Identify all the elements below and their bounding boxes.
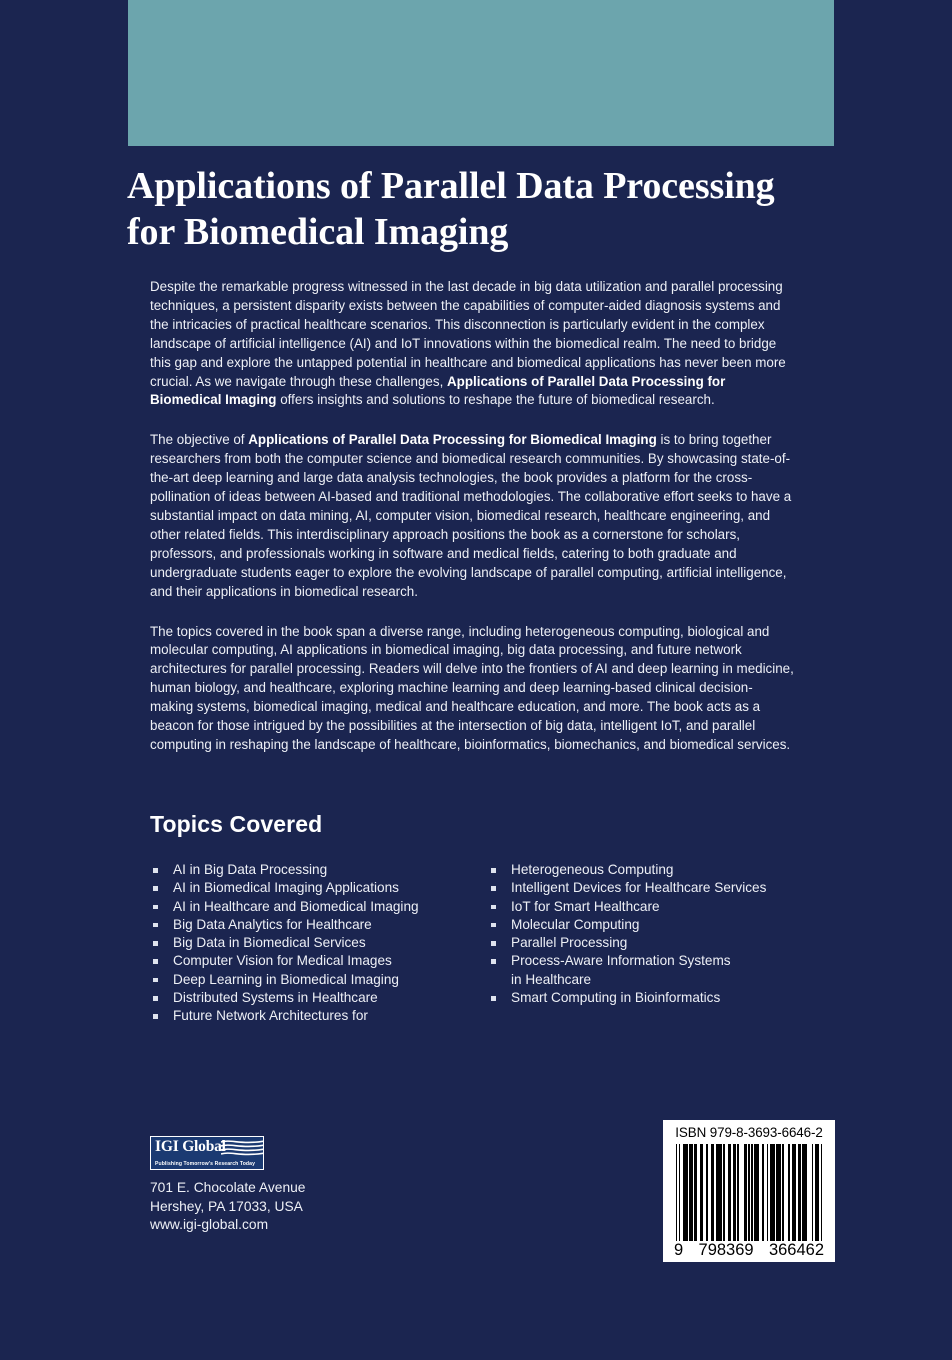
teal-accent-band bbox=[128, 0, 834, 146]
square-bullet-icon bbox=[491, 868, 496, 873]
topic-list-item bbox=[488, 934, 828, 952]
square-bullet-icon bbox=[153, 1014, 158, 1019]
publisher-website[interactable]: www.igi-global.com bbox=[150, 1217, 269, 1233]
square-bullet-icon bbox=[491, 905, 496, 910]
topic-list-item bbox=[150, 1007, 488, 1025]
topic-label: Parallel Processing bbox=[511, 935, 628, 951]
blurb-p2-text-a: The objective of bbox=[150, 432, 249, 448]
topic-label: AI in Big Data Processing bbox=[173, 862, 328, 877]
address-line-2: Hershey, PA 17033, USA bbox=[150, 1198, 303, 1214]
square-bullet-icon bbox=[491, 941, 496, 946]
topic-list-item bbox=[488, 898, 828, 916]
topic-list-item bbox=[150, 898, 488, 916]
square-bullet-icon bbox=[491, 886, 496, 891]
topics-covered-heading: Topics Covered bbox=[150, 811, 323, 837]
square-bullet-icon bbox=[491, 923, 496, 928]
publisher-address bbox=[150, 1179, 410, 1235]
topic-list-item bbox=[488, 861, 828, 879]
blurb-p1-book-title: Applications of Parallel Data Processing for Biomedical Imaging bbox=[150, 373, 726, 408]
barcode-right-group: 366462 bbox=[768, 1241, 824, 1259]
topic-list-item bbox=[488, 916, 828, 934]
square-bullet-icon bbox=[153, 978, 158, 983]
logo-tagline: Publishing Tomorrow's Research Today bbox=[155, 1160, 256, 1167]
blurb-p1-text-a: Despite the remarkable progress witnessed in the last decade in big data utilization and parallel processing techniques, a persistent disparity exists between the capabilities of computer-aided diagnosis systems and the intricacies of practical healthcare scenarios. This disconnection is particularly evident in the complex landscape of artificial intelligence (AI) and IoT innovations within the biomedical realm. The need to bridge this gap and explore the untapped potential in healthcare and biomedical applications has never been more crucial. As we navigate through these challenges, bbox=[150, 279, 786, 389]
barcode-graphic bbox=[670, 1144, 828, 1241]
square-bullet-icon bbox=[491, 959, 496, 964]
topics-covered-list bbox=[150, 861, 850, 1026]
topic-label: IoT for Smart Healthcare bbox=[511, 898, 660, 914]
wave-lines-icon bbox=[221, 1140, 264, 1157]
topic-list-item bbox=[150, 879, 488, 897]
topic-label: AI in Healthcare and Biomedical Imaging bbox=[173, 898, 419, 914]
barcode-left-group: 798369 bbox=[698, 1241, 754, 1259]
topic-list-item bbox=[488, 879, 828, 897]
topic-list-item bbox=[150, 934, 488, 952]
address-line-1: 701 E. Chocolate Avenue bbox=[150, 1180, 306, 1195]
blurb-p1-text-b: offers insights and solutions to reshape the future of biomedical research. bbox=[276, 392, 715, 408]
topic-list-item bbox=[150, 916, 488, 934]
topics-column-right bbox=[488, 861, 828, 1026]
blurb-paragraph-3: The topics covered in the book span a diverse range, including heterogeneous computing, biological and molecular computing, AI applications in biomedical imaging, big data processing, and future network architectures for parallel processing. Readers will delve into the frontiers of AI and deep learning in medicine, human biology, and healthcare, exploring machine learning and deep learning-based clinical decision-making systems, biomedical imaging, medical and healthcare education, and more. The book acts as a beacon for those intrigued by the possibilities at the intersection of big data, intelligent IoT, and parallel computing in reshaping the landscape of healthcare, bioinformatics, biomechanics, and biomedical services. bbox=[150, 623, 794, 752]
square-bullet-icon bbox=[491, 996, 496, 1001]
topic-list-item bbox=[150, 971, 488, 989]
topic-list-item bbox=[488, 989, 828, 1007]
page-title: Applications of Parallel Data Processing for Biomedical Imaging bbox=[127, 165, 775, 254]
square-bullet-icon bbox=[153, 886, 158, 891]
topic-label: Process-Aware Information Systems bbox=[511, 953, 731, 969]
isbn-barcode-block bbox=[663, 1120, 835, 1262]
publisher-block bbox=[150, 1136, 410, 1235]
topic-list-item bbox=[150, 989, 488, 1007]
topic-label: Computer Vision for Medical Images bbox=[173, 953, 392, 969]
barcode-digits bbox=[670, 1241, 828, 1260]
blurb-paragraph-1 bbox=[150, 278, 795, 410]
topic-label: Intelligent Devices for Healthcare Services bbox=[511, 880, 767, 896]
topic-label: Smart Computing in Bioinformatics bbox=[511, 990, 721, 1006]
topic-label: Distributed Systems in Healthcare bbox=[173, 990, 378, 1006]
topic-label: Heterogeneous Computing bbox=[511, 862, 674, 877]
square-bullet-icon bbox=[153, 868, 158, 873]
barcode-bar bbox=[821, 1144, 823, 1241]
topic-list-item bbox=[150, 952, 488, 970]
square-bullet-icon bbox=[153, 959, 158, 964]
igi-global-logo bbox=[150, 1136, 264, 1170]
topic-label: Big Data in Biomedical Services bbox=[173, 935, 366, 951]
barcode-lead-digit: 9 bbox=[674, 1241, 684, 1259]
topic-label: Molecular Computing bbox=[511, 916, 640, 932]
topic-label: Big Data Analytics for Healthcare bbox=[173, 916, 372, 932]
logo-name: IGI Global bbox=[155, 1138, 226, 1155]
square-bullet-icon bbox=[153, 905, 158, 910]
topic-label: Deep Learning in Biomedical Imaging bbox=[173, 971, 399, 987]
square-bullet-icon bbox=[153, 923, 158, 928]
barcode-bars bbox=[676, 1144, 823, 1241]
description-blurb bbox=[150, 278, 795, 755]
blurb-paragraph-2 bbox=[150, 431, 795, 601]
topic-label: AI in Biomedical Imaging Applications bbox=[173, 880, 399, 896]
square-bullet-icon bbox=[153, 996, 158, 1001]
blurb-p2-text-b: is to bring together researchers from both the computer science and biomedical research communities. By showcasing state-of-the-art deep learning and large data analysis technologies, the book provides a platform for the cross-pollination of ideas between AI-based and traditional methodologies. The collaborative effort seeks to have a substantial impact on data mining, AI, computer vision, biomedical research, healthcare engineering, and other related fields. This interdisciplinary approach positions the book as a cornerstone for scholars, professors, and professionals working in software and medical fields, catering to both graduate and undergraduate students eager to explore the evolving landscape of parallel computing, artificial intelligence, and their applications in biomedical research. bbox=[150, 432, 792, 599]
topic-list-item bbox=[150, 861, 488, 879]
blurb-p2-book-title: Applications of Parallel Data Processing for Biomedical Imaging bbox=[248, 432, 657, 448]
topic-label-continuation: in Healthcare bbox=[511, 971, 592, 987]
topics-column-left bbox=[150, 861, 488, 1026]
isbn-label: ISBN 979-8-3693-6646-2 bbox=[675, 1125, 823, 1140]
topic-label: Future Network Architectures for bbox=[173, 1008, 368, 1024]
topic-list-item bbox=[488, 952, 828, 989]
square-bullet-icon bbox=[153, 941, 158, 946]
